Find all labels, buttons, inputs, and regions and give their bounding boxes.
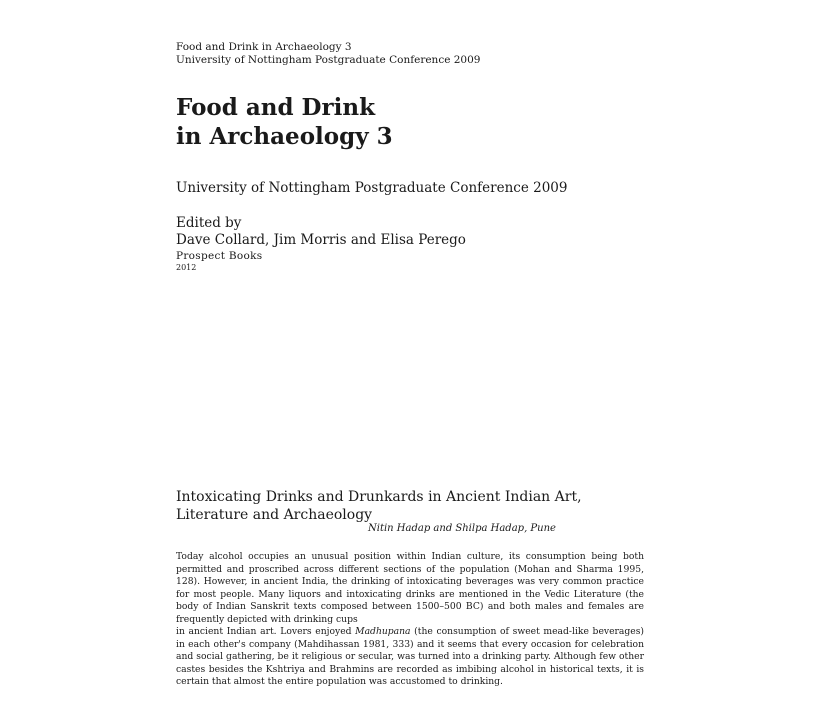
chapter-authors: Nitin Hadap and Shilpa Hadap, Pune <box>368 523 556 534</box>
editors-names: Dave Collard, Jim Morris and Elisa Perego <box>176 232 466 248</box>
chapter-title-line-1: Intoxicating Drinks and Drunkards in Ancient Indian Art, <box>176 489 582 505</box>
chapter-title-line-2: Literature and Archaeology <box>176 507 373 523</box>
madhupana-term: Madhupana <box>355 626 411 637</box>
chapter-body <box>176 551 644 689</box>
para2-end: (the consumption of sweet mead-like beverages) in each other's company (Mahdihassan 1981, 333) and it seems that every occasion for celebration and social gathering, be it religious or secular, was turned into a drinking party. Although few other castes besides the Kshtriya and Brahmins are recorded as imbibing alcohol in historical texts, it is certain that almost the entire population was accustomed to drinking. <box>176 626 644 687</box>
book-title-line-1: Food and Drink <box>176 94 376 121</box>
running-header-title: Food and Drink in Archaeology 3 <box>176 41 352 53</box>
body-paragraph-1: Today alcohol occupies an unusual position within Indian culture, its consumption being both permitted and proscribed across different sections of the population (Mohan and Sharma 1995, 128). However, in ancient India, the drinking of intoxicating beverages was very common practice for most people. Many liquors and intoxicating drinks are mentioned in the Vedic Literature (the body of Indian Sanskrit texts composed between 1500–500 BC) and both males and females are frequently depicted with drinking cups <box>176 551 644 625</box>
publication-year: 2012 <box>176 263 197 272</box>
running-header-conference: University of Nottingham Postgraduate Conference 2009 <box>176 54 481 66</box>
para2-start: in ancient Indian art. Lovers enjoyed <box>176 626 356 637</box>
conference-subtitle: University of Nottingham Postgraduate Conference 2009 <box>176 180 568 196</box>
edited-by-label: Edited by <box>176 215 242 231</box>
book-title-line-2: in Archaeology 3 <box>176 123 393 150</box>
publisher-name: Prospect Books <box>176 250 263 262</box>
body-paragraph-2 <box>176 626 644 689</box>
